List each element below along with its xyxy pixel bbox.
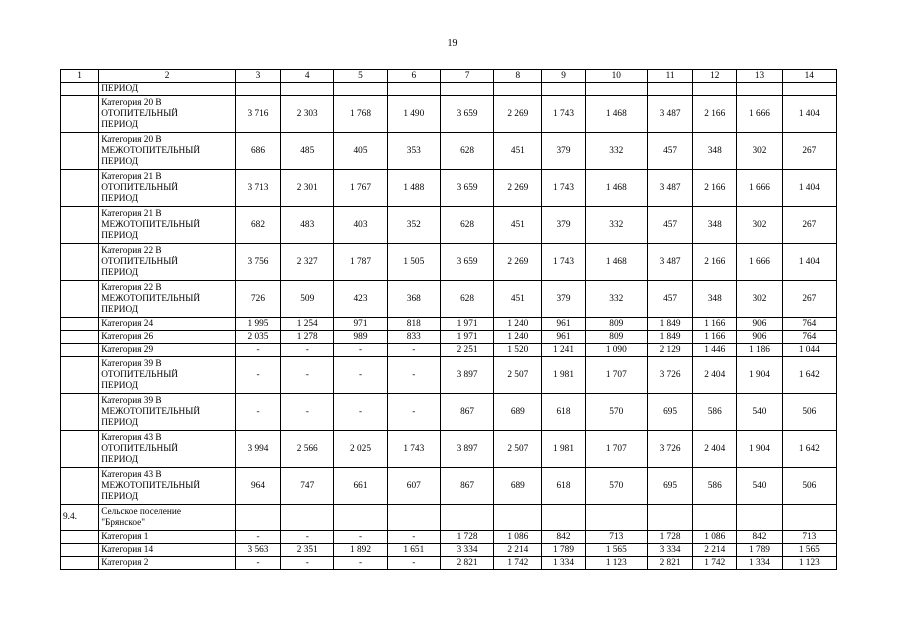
value-cell: 682: [235, 207, 280, 244]
value-cell: 570: [585, 394, 647, 431]
row-name-cell: Категория 43 В ОТОПИТЕЛЬНЫЙ ПЕРИОД: [99, 431, 236, 468]
table-row: [61, 344, 837, 357]
value-cell: -: [281, 357, 334, 394]
row-index-cell: [61, 83, 99, 96]
value-cell: 1 666: [737, 170, 782, 207]
value-cell: 695: [647, 468, 692, 505]
value-cell: 267: [782, 207, 836, 244]
value-cell: -: [334, 394, 387, 431]
value-cell: 451: [494, 133, 542, 170]
value-cell: -: [334, 557, 387, 570]
value-cell: 3 716: [235, 96, 280, 133]
value-cell: [334, 83, 387, 96]
value-cell: 809: [585, 318, 647, 331]
value-cell: 607: [387, 468, 440, 505]
value-cell: 1 768: [334, 96, 387, 133]
table-row: [61, 83, 837, 96]
value-cell: 483: [281, 207, 334, 244]
column-header: 13: [737, 70, 782, 83]
value-cell: -: [235, 557, 280, 570]
value-cell: [281, 83, 334, 96]
value-cell: -: [334, 357, 387, 394]
value-cell: 906: [737, 318, 782, 331]
value-cell: [737, 83, 782, 96]
value-cell: -: [387, 394, 440, 431]
value-cell: 818: [387, 318, 440, 331]
value-cell: [235, 83, 280, 96]
value-cell: 2 821: [647, 557, 692, 570]
value-cell: -: [281, 394, 334, 431]
value-cell: 2 251: [440, 344, 493, 357]
column-header: 11: [647, 70, 692, 83]
row-index-cell: [61, 394, 99, 431]
value-cell: 353: [387, 133, 440, 170]
value-cell: 1 971: [440, 318, 493, 331]
row-name-cell: Категория 14: [99, 544, 236, 557]
value-cell: 1 565: [782, 544, 836, 557]
value-cell: [647, 505, 692, 531]
value-cell: 628: [440, 133, 493, 170]
value-cell: 506: [782, 394, 836, 431]
table-row: [61, 505, 837, 531]
value-cell: 3 756: [235, 244, 280, 281]
row-name-cell: Категория 2: [99, 557, 236, 570]
value-cell: 368: [387, 281, 440, 318]
value-cell: [585, 83, 647, 96]
value-cell: 1 707: [585, 431, 647, 468]
row-index-cell: [61, 207, 99, 244]
value-cell: 689: [494, 468, 542, 505]
table-row: [61, 207, 837, 244]
value-cell: 1 123: [585, 557, 647, 570]
value-cell: 1 166: [693, 331, 737, 344]
row-index-cell: [61, 318, 99, 331]
row-index-cell: [61, 557, 99, 570]
table-row: [61, 170, 837, 207]
value-cell: 1 849: [647, 318, 692, 331]
value-cell: 1 728: [647, 531, 692, 544]
value-cell: 586: [693, 468, 737, 505]
value-cell: 661: [334, 468, 387, 505]
value-cell: 1 743: [542, 170, 585, 207]
value-cell: 3 487: [647, 170, 692, 207]
value-cell: 764: [782, 331, 836, 344]
value-cell: 1 468: [585, 96, 647, 133]
row-index-cell: [61, 133, 99, 170]
value-cell: 2 214: [494, 544, 542, 557]
value-cell: 2 166: [693, 96, 737, 133]
value-cell: 1 123: [782, 557, 836, 570]
value-cell: 1 404: [782, 96, 836, 133]
row-name-cell: Категория 21 В ОТОПИТЕЛЬНЫЙ ПЕРИОД: [99, 170, 236, 207]
value-cell: [782, 505, 836, 531]
value-cell: 2 327: [281, 244, 334, 281]
column-header: 2: [99, 70, 236, 83]
value-cell: 1 565: [585, 544, 647, 557]
value-cell: -: [334, 531, 387, 544]
value-cell: 1 666: [737, 244, 782, 281]
value-cell: 2 303: [281, 96, 334, 133]
value-cell: 1 468: [585, 244, 647, 281]
value-cell: 726: [235, 281, 280, 318]
row-name-cell: Категория 20 В ОТОПИТЕЛЬНЫЙ ПЕРИОД: [99, 96, 236, 133]
row-index-cell: [61, 431, 99, 468]
value-cell: 451: [494, 207, 542, 244]
value-cell: 686: [235, 133, 280, 170]
value-cell: 379: [542, 281, 585, 318]
value-cell: 867: [440, 468, 493, 505]
value-cell: [494, 83, 542, 96]
row-name-cell: Категория 29: [99, 344, 236, 357]
value-cell: 1 166: [693, 318, 737, 331]
value-cell: -: [387, 357, 440, 394]
value-cell: 689: [494, 394, 542, 431]
row-name-cell: Категория 39 В ОТОПИТЕЛЬНЫЙ ПЕРИОД: [99, 357, 236, 394]
value-cell: -: [235, 394, 280, 431]
value-cell: 989: [334, 331, 387, 344]
value-cell: 1 186: [737, 344, 782, 357]
table-row: [61, 557, 837, 570]
table-row: [61, 531, 837, 544]
row-name-cell: Категория 1: [99, 531, 236, 544]
row-name-cell: Сельское поселение "Брянское": [99, 505, 236, 531]
value-cell: 2 166: [693, 244, 737, 281]
value-cell: 1 787: [334, 244, 387, 281]
value-cell: 3 994: [235, 431, 280, 468]
value-cell: 1 995: [235, 318, 280, 331]
value-cell: [693, 505, 737, 531]
row-index-cell: [61, 96, 99, 133]
value-cell: 867: [440, 394, 493, 431]
value-cell: 2 166: [693, 170, 737, 207]
column-header: 5: [334, 70, 387, 83]
value-cell: 457: [647, 207, 692, 244]
value-cell: 2 025: [334, 431, 387, 468]
row-name-cell: Категория 20 В МЕЖОТОПИТЕЛЬНЫЙ ПЕРИОД: [99, 133, 236, 170]
value-cell: 403: [334, 207, 387, 244]
value-cell: -: [281, 531, 334, 544]
value-cell: 618: [542, 394, 585, 431]
value-cell: 1 767: [334, 170, 387, 207]
value-cell: 809: [585, 331, 647, 344]
value-cell: 1 278: [281, 331, 334, 344]
value-cell: 1 240: [494, 318, 542, 331]
value-cell: -: [235, 357, 280, 394]
value-cell: -: [387, 531, 440, 544]
value-cell: -: [235, 531, 280, 544]
value-cell: 3 487: [647, 244, 692, 281]
value-cell: 747: [281, 468, 334, 505]
table-row: [61, 331, 837, 344]
row-name-cell: Категория 24: [99, 318, 236, 331]
value-cell: [782, 83, 836, 96]
value-cell: 1 240: [494, 331, 542, 344]
value-cell: 1 334: [737, 557, 782, 570]
row-name-cell: ПЕРИОД: [99, 83, 236, 96]
value-cell: 3 659: [440, 244, 493, 281]
value-cell: 1 904: [737, 357, 782, 394]
value-cell: 2 301: [281, 170, 334, 207]
value-cell: 302: [737, 207, 782, 244]
value-cell: 423: [334, 281, 387, 318]
value-cell: 3 713: [235, 170, 280, 207]
value-cell: 2 566: [281, 431, 334, 468]
value-cell: -: [235, 344, 280, 357]
value-cell: 457: [647, 133, 692, 170]
value-cell: 1 488: [387, 170, 440, 207]
value-cell: [334, 505, 387, 531]
row-name-cell: Категория 39 В МЕЖОТОПИТЕЛЬНЫЙ ПЕРИОД: [99, 394, 236, 431]
value-cell: -: [387, 557, 440, 570]
table-row: [61, 431, 837, 468]
tariff-table: [60, 69, 837, 570]
value-cell: 348: [693, 133, 737, 170]
value-cell: 2 129: [647, 344, 692, 357]
value-cell: 2 035: [235, 331, 280, 344]
value-cell: 1 044: [782, 344, 836, 357]
column-header: 12: [693, 70, 737, 83]
value-cell: 1 666: [737, 96, 782, 133]
row-index-cell: [61, 331, 99, 344]
value-cell: [235, 505, 280, 531]
table-row: [61, 133, 837, 170]
value-cell: 1 505: [387, 244, 440, 281]
value-cell: 2 404: [693, 357, 737, 394]
value-cell: 1 789: [542, 544, 585, 557]
value-cell: 1 904: [737, 431, 782, 468]
value-cell: 1 743: [542, 96, 585, 133]
value-cell: 2 821: [440, 557, 493, 570]
value-cell: 964: [235, 468, 280, 505]
value-cell: 267: [782, 133, 836, 170]
value-cell: 1 789: [737, 544, 782, 557]
value-cell: 379: [542, 207, 585, 244]
page-number: 19: [447, 38, 458, 49]
value-cell: 3 726: [647, 357, 692, 394]
value-cell: 570: [585, 468, 647, 505]
column-header: 10: [585, 70, 647, 83]
value-cell: [542, 505, 585, 531]
value-cell: 1 743: [387, 431, 440, 468]
value-cell: 1 981: [542, 431, 585, 468]
value-cell: 2 214: [693, 544, 737, 557]
value-cell: 3 334: [440, 544, 493, 557]
value-cell: -: [281, 557, 334, 570]
value-cell: 1 728: [440, 531, 493, 544]
row-name-cell: Категория 22 В ОТОПИТЕЛЬНЫЙ ПЕРИОД: [99, 244, 236, 281]
column-header: 6: [387, 70, 440, 83]
value-cell: 3 726: [647, 431, 692, 468]
table-header-row: [61, 70, 837, 83]
value-cell: 713: [585, 531, 647, 544]
value-cell: 833: [387, 331, 440, 344]
value-cell: 2 507: [494, 357, 542, 394]
column-header: 14: [782, 70, 836, 83]
value-cell: 1 241: [542, 344, 585, 357]
value-cell: 348: [693, 207, 737, 244]
value-cell: 1 971: [440, 331, 493, 344]
table-row: [61, 318, 837, 331]
value-cell: 2 269: [494, 96, 542, 133]
value-cell: 379: [542, 133, 585, 170]
value-cell: 2 269: [494, 170, 542, 207]
value-cell: 842: [737, 531, 782, 544]
value-cell: 2 507: [494, 431, 542, 468]
value-cell: 352: [387, 207, 440, 244]
table-row: [61, 281, 837, 318]
value-cell: 332: [585, 281, 647, 318]
value-cell: [693, 83, 737, 96]
row-index-cell: [61, 544, 99, 557]
value-cell: 764: [782, 318, 836, 331]
value-cell: 1 981: [542, 357, 585, 394]
value-cell: 1 086: [494, 531, 542, 544]
value-cell: 1 642: [782, 357, 836, 394]
value-cell: 1 642: [782, 431, 836, 468]
row-index-cell: 9.4.: [61, 505, 99, 531]
row-name-cell: Категория 22 В МЕЖОТОПИТЕЛЬНЫЙ ПЕРИОД: [99, 281, 236, 318]
value-cell: [737, 505, 782, 531]
row-name-cell: Категория 26: [99, 331, 236, 344]
value-cell: 2 269: [494, 244, 542, 281]
value-cell: 1 490: [387, 96, 440, 133]
value-cell: 332: [585, 133, 647, 170]
value-cell: 302: [737, 281, 782, 318]
value-cell: 509: [281, 281, 334, 318]
table-row: [61, 96, 837, 133]
value-cell: 506: [782, 468, 836, 505]
table-row: [61, 468, 837, 505]
value-cell: [440, 83, 493, 96]
value-cell: 971: [334, 318, 387, 331]
value-cell: 1 086: [693, 531, 737, 544]
value-cell: 3 563: [235, 544, 280, 557]
value-cell: 540: [737, 394, 782, 431]
value-cell: 586: [693, 394, 737, 431]
value-cell: [494, 505, 542, 531]
value-cell: 1 468: [585, 170, 647, 207]
value-cell: 628: [440, 207, 493, 244]
value-cell: 2 351: [281, 544, 334, 557]
value-cell: 1 404: [782, 244, 836, 281]
value-cell: [647, 83, 692, 96]
value-cell: 302: [737, 133, 782, 170]
value-cell: [281, 505, 334, 531]
value-cell: 540: [737, 468, 782, 505]
value-cell: 1 446: [693, 344, 737, 357]
value-cell: 3 334: [647, 544, 692, 557]
value-cell: 713: [782, 531, 836, 544]
value-cell: 3 659: [440, 170, 493, 207]
table-row: [61, 244, 837, 281]
row-index-cell: [61, 531, 99, 544]
value-cell: [542, 83, 585, 96]
value-cell: 485: [281, 133, 334, 170]
value-cell: 3 897: [440, 431, 493, 468]
value-cell: 961: [542, 318, 585, 331]
column-header: 8: [494, 70, 542, 83]
value-cell: 451: [494, 281, 542, 318]
value-cell: 348: [693, 281, 737, 318]
value-cell: 1 404: [782, 170, 836, 207]
row-index-cell: [61, 170, 99, 207]
value-cell: [387, 505, 440, 531]
value-cell: 1 849: [647, 331, 692, 344]
value-cell: 1 520: [494, 344, 542, 357]
row-index-cell: [61, 468, 99, 505]
row-index-cell: [61, 281, 99, 318]
value-cell: -: [334, 344, 387, 357]
value-cell: 1 743: [542, 244, 585, 281]
value-cell: 628: [440, 281, 493, 318]
value-cell: 2 404: [693, 431, 737, 468]
row-name-cell: Категория 21 В МЕЖОТОПИТЕЛЬНЫЙ ПЕРИОД: [99, 207, 236, 244]
value-cell: 405: [334, 133, 387, 170]
value-cell: [585, 505, 647, 531]
table-row: [61, 394, 837, 431]
value-cell: 961: [542, 331, 585, 344]
value-cell: 1 254: [281, 318, 334, 331]
value-cell: 332: [585, 207, 647, 244]
column-header: 1: [61, 70, 99, 83]
value-cell: 1 651: [387, 544, 440, 557]
column-header: 7: [440, 70, 493, 83]
value-cell: 1 090: [585, 344, 647, 357]
value-cell: 1 892: [334, 544, 387, 557]
value-cell: 1 707: [585, 357, 647, 394]
value-cell: 3 897: [440, 357, 493, 394]
value-cell: 267: [782, 281, 836, 318]
value-cell: [440, 505, 493, 531]
column-header: 3: [235, 70, 280, 83]
row-name-cell: Категория 43 В МЕЖОТОПИТЕЛЬНЫЙ ПЕРИОД: [99, 468, 236, 505]
column-header: 9: [542, 70, 585, 83]
value-cell: 906: [737, 331, 782, 344]
value-cell: 695: [647, 394, 692, 431]
value-cell: -: [281, 344, 334, 357]
table-row: [61, 544, 837, 557]
value-cell: 842: [542, 531, 585, 544]
value-cell: 457: [647, 281, 692, 318]
row-index-cell: [61, 357, 99, 394]
value-cell: -: [387, 344, 440, 357]
value-cell: 1 742: [494, 557, 542, 570]
value-cell: 3 659: [440, 96, 493, 133]
value-cell: 1 334: [542, 557, 585, 570]
value-cell: 1 742: [693, 557, 737, 570]
column-header: 4: [281, 70, 334, 83]
value-cell: 618: [542, 468, 585, 505]
value-cell: 3 487: [647, 96, 692, 133]
row-index-cell: [61, 244, 99, 281]
value-cell: [387, 83, 440, 96]
table-row: [61, 357, 837, 394]
row-index-cell: [61, 344, 99, 357]
